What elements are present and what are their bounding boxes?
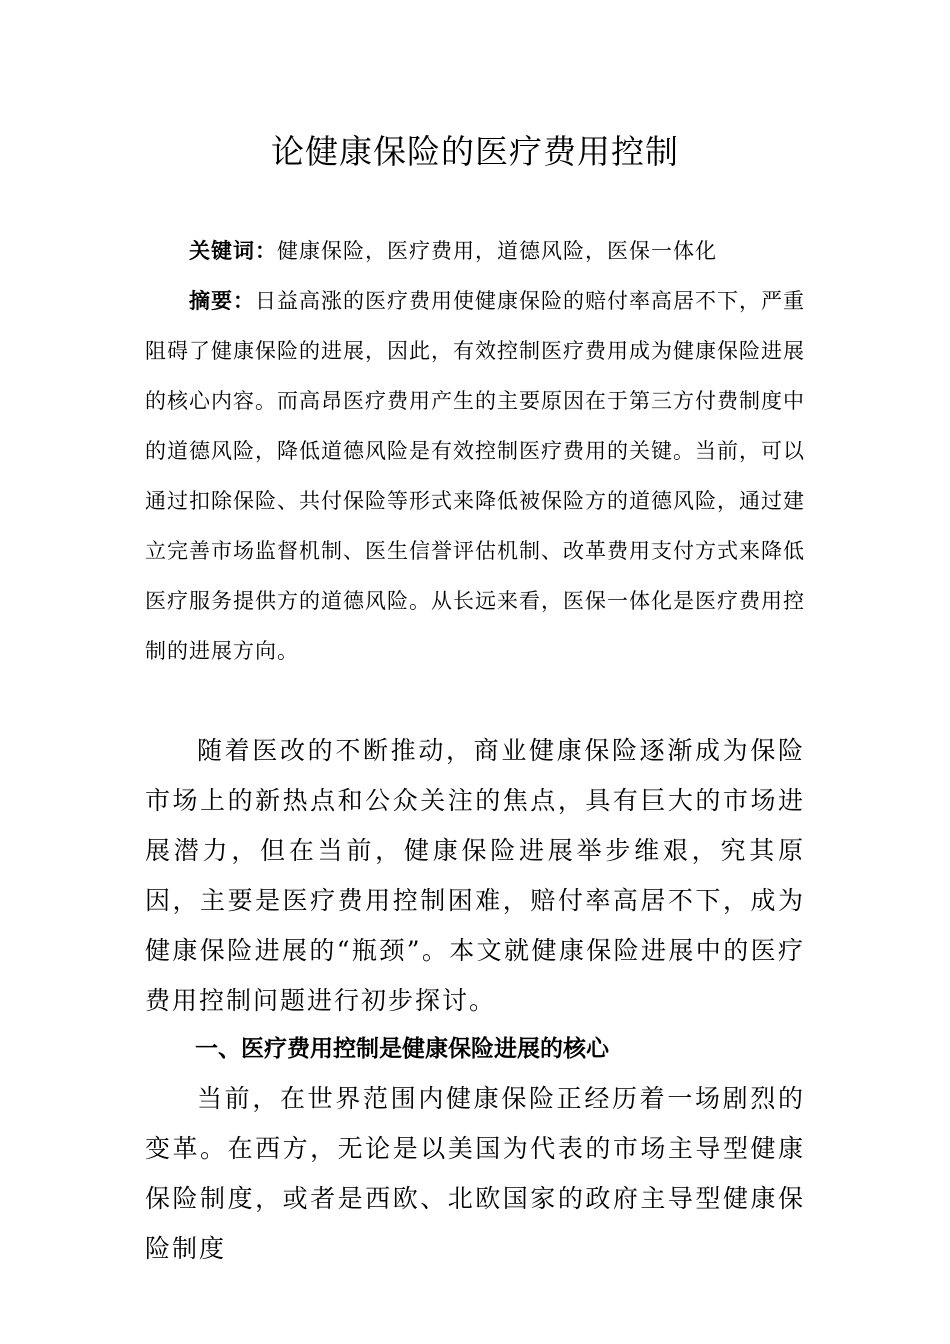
document-title: 论健康保险的医疗费用控制 <box>271 132 679 171</box>
section-1-paragraph: 当前，在世界范围内健康保险正经历着一场剧烈的变革。在西方，无论是以美国为代表的市场主导型健康保险制度，或者是西欧、北欧国家的政府主导型健康保险制度 <box>145 1084 805 1263</box>
keywords-text: 健康保险，医疗费用，道德风险，医保一体化 <box>277 239 717 263</box>
section-1-heading: 一、医疗费用控制是健康保险进展的核心 <box>195 1036 609 1062</box>
abstract-label: 摘要： <box>189 289 255 313</box>
abstract-text: 日益高涨的医疗费用使健康保险的赔付率高居不下，严重阻碍了健康保险的进展，因此，有效控制医疗费用成为健康保险进展的核心内容。而高昂医疗费用产生的主要原因在于第三方付费制度中的道德风险，降低道德风险是有效控制医疗费用的关键。当前，可以通过扣除保险、共付保险等形式来降低被保险方的道德风险，通过建立完善市场监督机制、医生信誉评估机制、改革费用支付方式来降低医疗服务提供方的道德风险。从长远来看，医保一体化是医疗费用控制的进展方向。 <box>145 289 805 663</box>
abstract-paragraph <box>145 276 805 676</box>
intro-paragraph: 随着医改的不断推动，商业健康保险逐渐成为保险市场上的新热点和公众关注的焦点，具有巨大的市场进展潜力，但在当前，健康保险进展举步维艰，究其原因，主要是医疗费用控制困难，赔付率高居不下，成为健康保险进展的“瓶颈”。本文就健康保险进展中的医疗费用控制问题进行初步探讨。 <box>145 736 805 1015</box>
keywords-label: 关键词： <box>189 239 277 263</box>
keywords-paragraph <box>145 226 805 276</box>
